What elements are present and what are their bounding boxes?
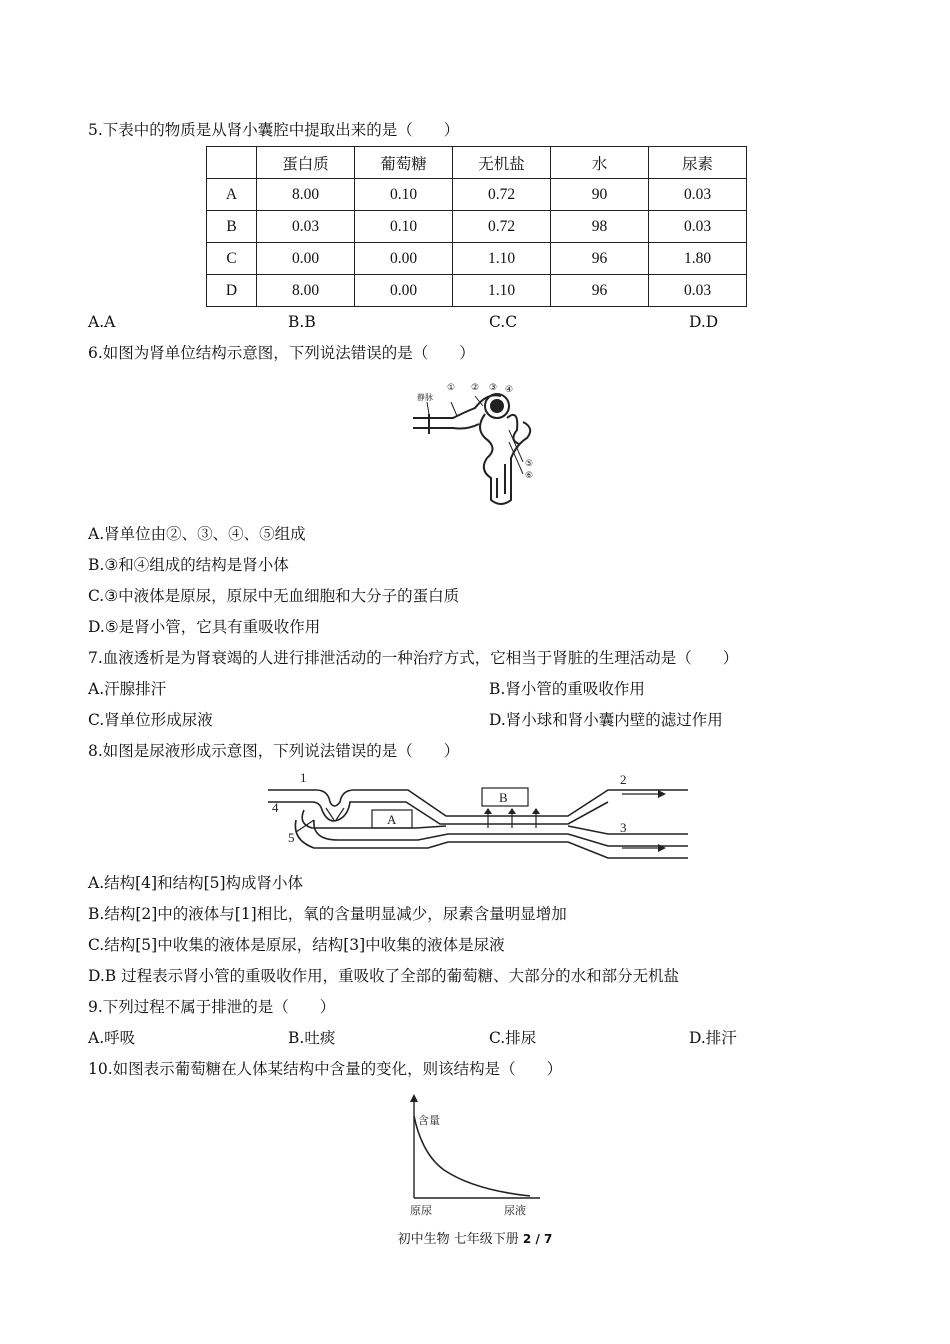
nephron-label-3: ③: [489, 383, 498, 393]
table-cell: 98: [551, 211, 649, 243]
urine-label-b: B: [499, 790, 508, 805]
table-cell: 0.72: [453, 179, 551, 211]
table-header-cell: 葡萄糖: [355, 147, 453, 179]
table-header-cell: [207, 147, 257, 179]
q5-stem: 5.下表中的物质是从肾小囊腔中提取出来的是（ ）: [88, 121, 460, 139]
urine-label-a: A: [387, 812, 397, 827]
q5-table: [206, 146, 747, 307]
table-cell: 0.00: [257, 243, 355, 275]
footer-course: 初中生物 七年级下册: [397, 1232, 519, 1247]
table-cell: 1.10: [453, 275, 551, 307]
nephron-diagram: [405, 378, 545, 510]
q8-option-c[interactable]: C.结构[5]中收集的液体是原尿，结构[3]中收集的液体是尿液: [88, 936, 505, 954]
table-cell: 96: [551, 243, 649, 275]
table-cell: 0.03: [257, 211, 355, 243]
urine-label-3: 3: [620, 820, 627, 835]
q10-stem: 10.如图表示葡萄糖在人体某结构中含量的变化，则该结构是（ ）: [88, 1060, 563, 1078]
table-cell: 90: [551, 179, 649, 211]
table-cell: 1.80: [649, 243, 747, 275]
table-cell: 0.10: [355, 211, 453, 243]
table-cell: 0.03: [649, 275, 747, 307]
urine-formation-diagram: [268, 768, 688, 864]
table-row: [207, 211, 747, 243]
nephron-label-5: ⑤: [525, 459, 534, 469]
table-cell: 0.10: [355, 179, 453, 211]
q8-option-b[interactable]: B.结构[2]中的液体与[1]相比，氧的含量明显减少，尿素含量明显增加: [88, 905, 567, 923]
table-cell: 1.10: [453, 243, 551, 275]
table-header-cell: 水: [551, 147, 649, 179]
urine-label-1: 1: [300, 770, 307, 785]
page-footer: [0, 1228, 950, 1247]
q9-option-b[interactable]: B.吐痰: [288, 1029, 336, 1047]
q7-option-c[interactable]: C.肾单位形成尿液: [88, 711, 213, 729]
table-cell: 0.00: [355, 243, 453, 275]
table-header-cell: 无机盐: [453, 147, 551, 179]
footer-page-number: 2 / 7: [522, 1232, 553, 1246]
q6-option-a[interactable]: A.肾单位由②、③、④、⑤组成: [88, 525, 306, 543]
q9-option-c[interactable]: C.排尿: [489, 1029, 537, 1047]
table-cell: 96: [551, 275, 649, 307]
urine-label-5: 5: [288, 830, 295, 845]
q7-option-b[interactable]: B.肾小管的重吸收作用: [489, 680, 645, 698]
urine-label-4: 4: [272, 800, 279, 815]
q9-option-a[interactable]: A.呼吸: [88, 1029, 136, 1047]
nephron-label-vein: 静脉: [417, 393, 433, 402]
table-header-row: [207, 147, 747, 179]
q7-option-d[interactable]: D.肾小球和肾小囊内壁的滤过作用: [489, 711, 723, 729]
q9-option-d[interactable]: D.排汗: [689, 1029, 737, 1047]
table-cell: 0.03: [649, 211, 747, 243]
table-cell: C: [207, 243, 257, 275]
q7-stem: 7.血液透析是为肾衰竭的人进行排泄活动的一种治疗方式，它相当于肾脏的生理活动是（ ）: [88, 649, 739, 667]
y-axis-label: 含量: [418, 1114, 440, 1127]
x-tick-end: 尿液: [504, 1204, 526, 1217]
table-row: [207, 243, 747, 275]
table-row: [207, 179, 747, 211]
nephron-label-6: ⑥: [525, 471, 534, 481]
table-cell: 8.00: [257, 179, 355, 211]
table-header-cell: 尿素: [649, 147, 747, 179]
table-header-cell: 蛋白质: [257, 147, 355, 179]
table-cell: B: [207, 211, 257, 243]
urine-label-2: 2: [620, 772, 627, 787]
q6-option-d[interactable]: D.⑤是肾小管，它具有重吸收作用: [88, 618, 321, 636]
q5-option-a[interactable]: A.A: [88, 313, 116, 331]
table-cell: 0.72: [453, 211, 551, 243]
glucose-curve-figure: [400, 1094, 550, 1224]
nephron-label-1: ①: [447, 383, 456, 393]
nephron-label-4: ④: [505, 385, 514, 395]
q9-stem: 9.下列过程不属于排泄的是（ ）: [88, 998, 336, 1016]
glucose-curve: [414, 1116, 530, 1196]
y-axis-arrow: [410, 1094, 418, 1102]
q6-option-c[interactable]: C.③中液体是原尿，原尿中无血细胞和大分子的蛋白质: [88, 587, 460, 605]
table-cell: 8.00: [257, 275, 355, 307]
table-cell: D: [207, 275, 257, 307]
nephron-label-2: ②: [471, 383, 480, 393]
q8-option-a[interactable]: A.结构[4]和结构[5]构成肾小体: [88, 874, 304, 892]
q6-stem: 6.如图为肾单位结构示意图，下列说法错误的是（ ）: [88, 344, 475, 362]
table-cell: A: [207, 179, 257, 211]
table-cell: 0.00: [355, 275, 453, 307]
q6-option-b[interactable]: B.③和④组成的结构是肾小体: [88, 556, 289, 574]
q5-option-b[interactable]: B.B: [288, 313, 316, 331]
table-cell: 0.03: [649, 179, 747, 211]
table-row: [207, 275, 747, 307]
q5-option-c[interactable]: C.C: [489, 313, 518, 331]
q5-option-d[interactable]: D.D: [689, 313, 719, 331]
q8-stem: 8.如图是尿液形成示意图，下列说法错误的是（ ）: [88, 742, 460, 760]
q8-option-d[interactable]: D.B 过程表示肾小管的重吸收作用，重吸收了全部的葡萄糖、大部分的水和部分无机盐: [88, 967, 680, 985]
x-tick-start: 原尿: [410, 1204, 432, 1217]
q7-option-a[interactable]: A.汗腺排汗: [88, 680, 167, 698]
